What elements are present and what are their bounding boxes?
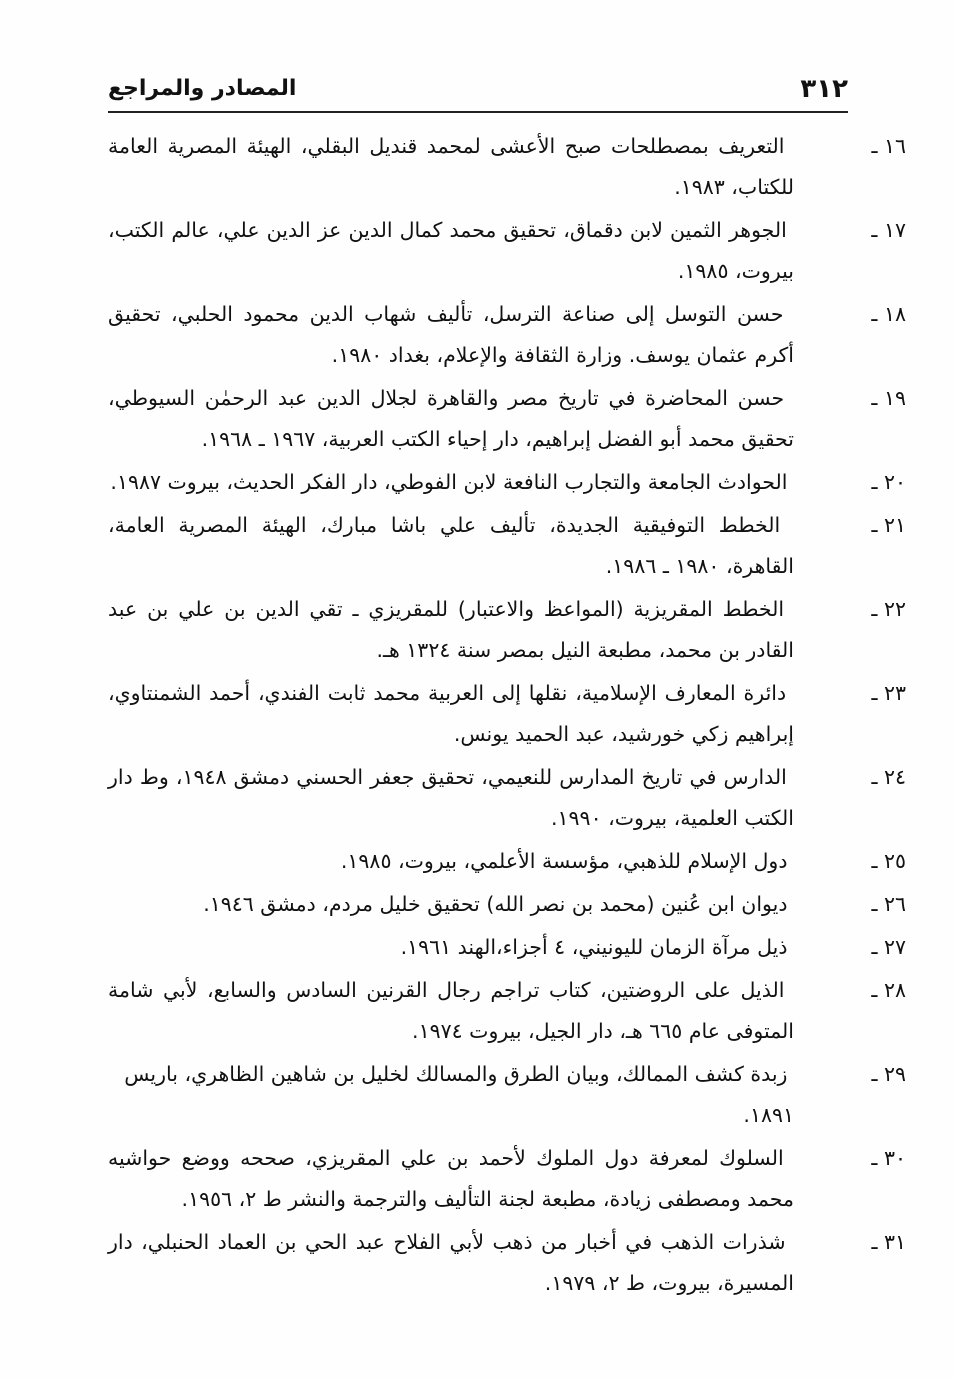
bibliography-entry <box>108 1138 906 1220</box>
entry-text: السلوك لمعرفة دول الملوك لأحمد بن علي المقريزي، صححه ووضع حواشيه محمد ومصطفى زيادة، مطبعة لجنة التأليف والترجمة والنشر ط ٢، ١٩٥٦. <box>108 1146 794 1211</box>
header-divider <box>108 111 848 113</box>
entry-number: ٣١ ـ <box>871 1230 906 1254</box>
bibliography-entry <box>108 1054 906 1136</box>
entry-text: ذيل مرآة الزمان لليونيني، ٤ أجزاء،الهند ١٩٦١. <box>400 935 788 959</box>
entry-text: التعريف بمصطلحات صبح الأعشى لمحمد قنديل البقلي، الهيئة المصرية العامة للكتاب، ١٩٨٣. <box>108 134 794 199</box>
bibliography-entry <box>108 1222 906 1304</box>
entry-number: ١٦ ـ <box>871 134 906 158</box>
bibliography-entry <box>108 589 906 671</box>
page-header <box>108 68 848 108</box>
bibliography-entry <box>108 970 906 1052</box>
bibliography-entry <box>108 505 906 587</box>
entry-text: الدارس في تاريخ المدارس للنعيمي، تحقيق جعفر الحسني دمشق ١٩٤٨، وط دار الكتب العلمية، بيروت، ١٩٩٠. <box>108 765 794 830</box>
entry-number: ١٨ ـ <box>871 302 906 326</box>
bibliography-entry <box>108 210 906 292</box>
entry-number: ٢٢ ـ <box>871 597 906 621</box>
entry-text: حسن التوسل إلى صناعة الترسل، تأليف شهاب الدين محمود الحلبي، تحقيق أكرم عثمان يوسف. وزارة الثقافة والإعلام، بغداد ١٩٨٠. <box>108 302 794 367</box>
entry-number: ٢٦ ـ <box>871 892 906 916</box>
entry-number: ١٧ ـ <box>871 218 906 242</box>
bibliography-entry <box>108 462 906 503</box>
page-number: ٣١٢ <box>800 74 848 104</box>
entry-text: الذيل على الروضتين، كتاب تراجم رجال القرنين السادس والسابع، لأبي شامة المتوفى عام ٦٦٥ هـ، دار الجيل، بيروت ١٩٧٤. <box>108 978 794 1043</box>
entry-text: الحوادث الجامعة والتجارب النافعة لابن الفوطي، دار الفكر الحديث، بيروت ١٩٨٧. <box>110 470 788 494</box>
entry-number: ٢٤ ـ <box>871 765 906 789</box>
entry-text: الجوهر الثمين لابن دقماق، تحقيق محمد كمال الدين عز الدين علي، عالم الكتب، بيروت، ١٩٨٥. <box>108 218 794 283</box>
entry-number: ٢٨ ـ <box>871 978 906 1002</box>
entry-text: الخطط التوفيقية الجديدة، تأليف علي باشا مبارك، الهيئة المصرية العامة، القاهرة، ١٩٨٠ ـ ١٩٨٦. <box>108 513 794 578</box>
entry-text: حسن المحاضرة في تاريخ مصر والقاهرة لجلال الدين عبد الرحمٰن السيوطي، تحقيق محمد أبو الفضل إبراهيم، دار إحياء الكتب العربية، ١٩٦٧ ـ ١٩٦٨. <box>108 386 794 451</box>
running-title: المصادر والمراجع <box>108 76 297 101</box>
entry-text: الخطط المقريزية (المواعظ والاعتبار) للمقريزي ـ تقي الدين بن علي بن عبد القادر بن محمد، مطبعة النيل بمصر سنة ١٣٢٤ هـ. <box>108 597 794 662</box>
bibliography-entry <box>108 126 906 208</box>
entry-number: ٣٠ ـ <box>871 1146 906 1170</box>
bibliography-entry <box>108 673 906 755</box>
entry-number: ٢٩ ـ <box>871 1062 906 1086</box>
entry-number: ٢٠ ـ <box>871 470 906 494</box>
entry-number: ٢١ ـ <box>871 513 906 537</box>
entry-text: شذرات الذهب في أخبار من ذهب لأبي الفلاح عبد الحي بن العماد الحنبلي، دار المسيرة، بيروت، ط ٢، ١٩٧٩. <box>108 1230 794 1295</box>
entry-number: ٢٧ ـ <box>871 935 906 959</box>
entry-text: ديوان ابن عُنين (محمد بن نصر الله) تحقيق خليل مردم، دمشق ١٩٤٦. <box>203 892 788 916</box>
bibliography-entry <box>108 294 906 376</box>
bibliography-entry <box>108 841 906 882</box>
bibliography-entry <box>108 378 906 460</box>
entry-number: ٢٥ ـ <box>871 849 906 873</box>
entry-text: دائرة المعارف الإسلامية، نقلها إلى العربية محمد ثابت الفندي، أحمد الشمنتاوي، إبراهيم زكي خورشيد، عبد الحميد يونس. <box>108 681 794 746</box>
entry-text: زبدة كشف الممالك، وبيان الطرق والمسالك لخليل بن شاهين الظاهري، باريس ١٨٩١. <box>124 1062 794 1127</box>
bibliography-entry <box>108 884 906 925</box>
entry-text: دول الإسلام للذهبي، مؤسسة الأعلمي، بيروت، ١٩٨٥. <box>340 849 788 873</box>
bibliography-entry <box>108 757 906 839</box>
entry-number: ٢٣ ـ <box>871 681 906 705</box>
entry-number: ١٩ ـ <box>871 386 906 410</box>
bibliography-entry <box>108 927 906 968</box>
bibliography-list <box>108 126 906 1306</box>
